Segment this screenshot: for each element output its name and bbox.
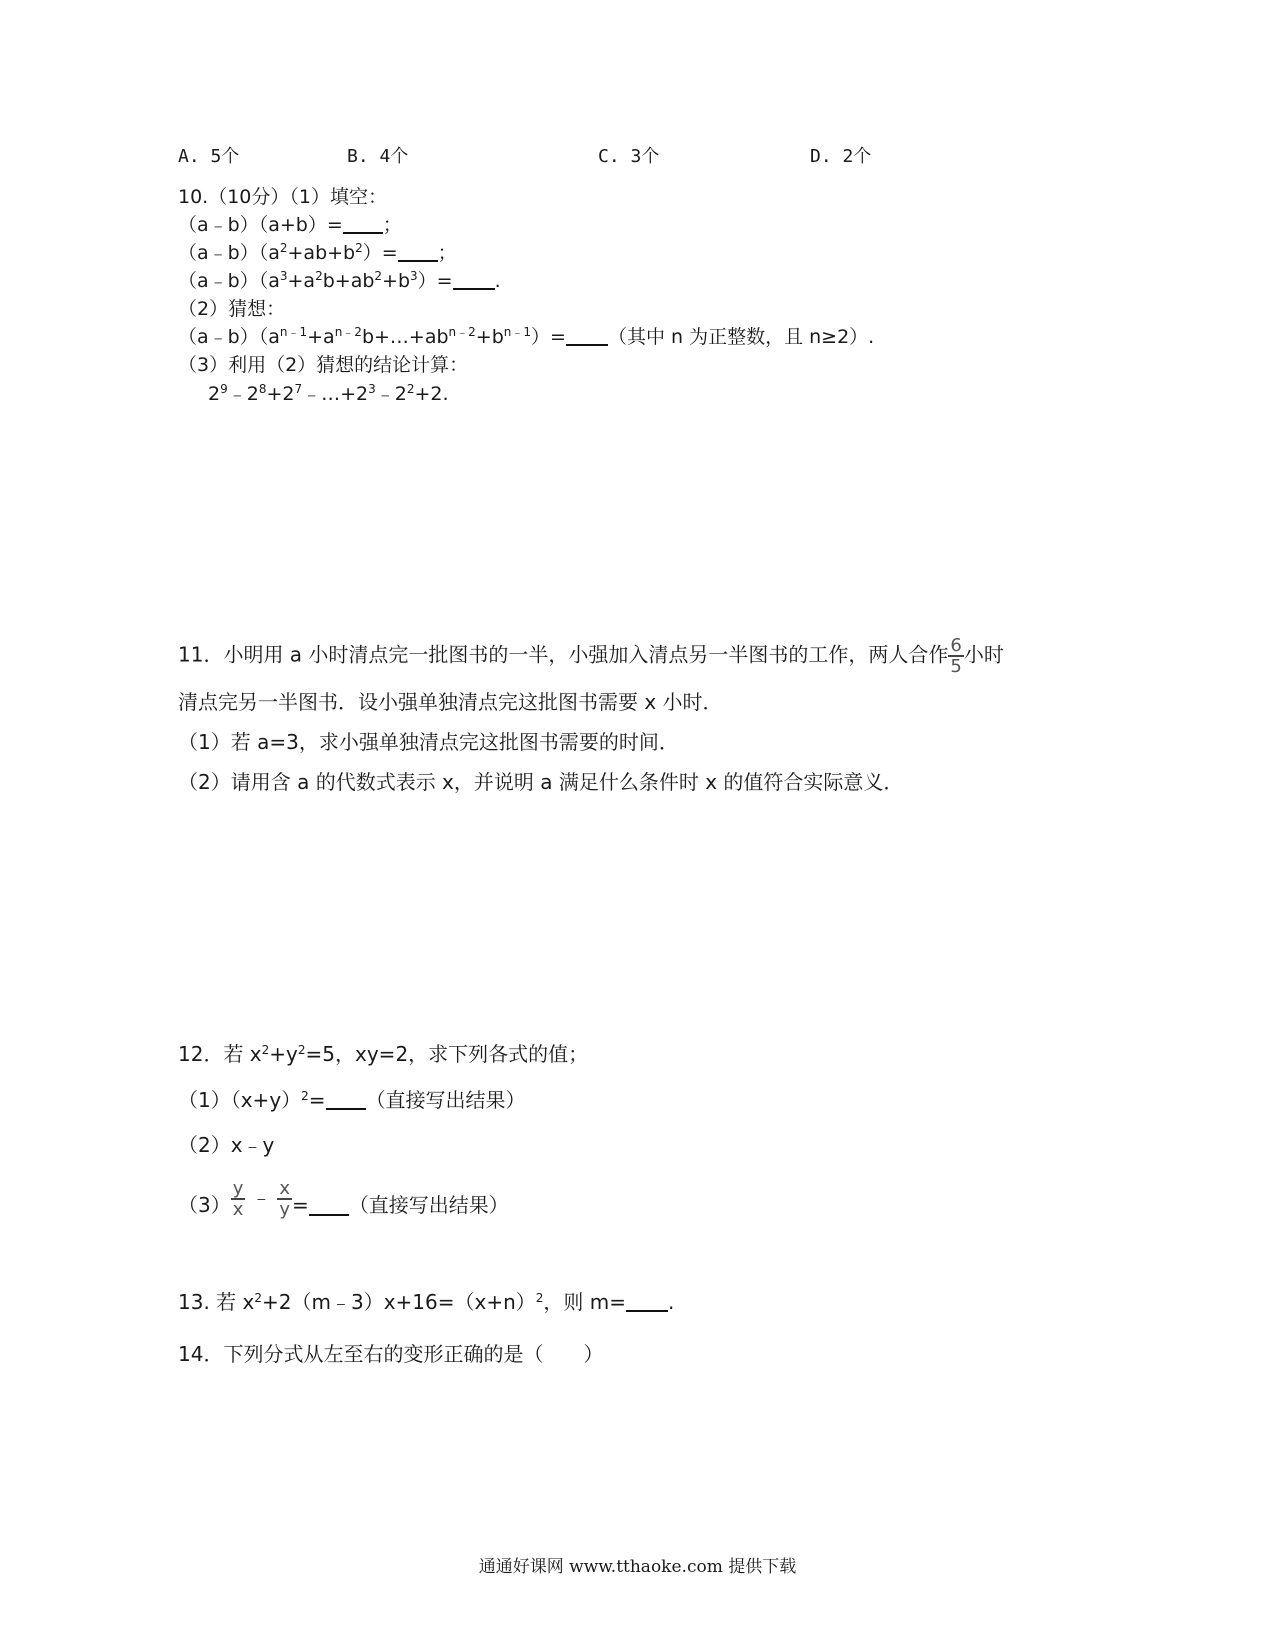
fraction-x-over-y: $\frac{x}{y}$	[279, 1177, 291, 1220]
q11-part1: （1）若 a=3，求小强单独清点完这批图书需要的时间．	[178, 730, 679, 754]
q11-line2: 清点完另一半图书．设小强单独清点完这批图书需要 x 小时．	[178, 690, 723, 714]
page-footer: 通通好课网 www.tthaoke.com 提供下载	[478, 1557, 797, 1577]
answer-blank	[326, 1090, 366, 1110]
q11-line1: 11．小明用 a 小时清点完一批图书的一半，小强加入清点另一半图书的工作，两人合作 $\frac{6}{5}$ 小时	[178, 635, 1004, 677]
q10-calc-expression: $2^9﹣2^8+2^7﹣\dots+2^3﹣2^2+2$.	[208, 382, 449, 405]
answer-blank	[626, 1292, 668, 1312]
q10-guess-line: $(a﹣b)(a^{n﹣1}+a^{n﹣2}b+\dots+ab^{n﹣2}+b^{n﹣1})=$ （其中 n 为正整数，且 n≥2）.	[178, 325, 875, 348]
q10-guess-title: （2）猜想：	[178, 298, 286, 320]
q9-option-d: D. 2个	[810, 146, 872, 167]
q12-part3: （3） $\frac{y}{x}$ ﹣ $\frac{x}{y}$ = （直接写出结果）	[178, 1177, 509, 1220]
q10-title: 10.（10分）（1）填空：	[178, 186, 387, 208]
q10-line1: （a﹣b）（a+b）= ；	[178, 214, 402, 236]
answer-blank	[566, 326, 608, 346]
fraction-six-fifths: $\frac{6}{5}$	[950, 635, 962, 677]
q10-line2: $(a﹣b)(a^2+ab+b^2)=$ ；	[178, 241, 457, 264]
q10-calc-title: （3）利用（2）猜想的结论计算：	[178, 354, 469, 376]
q10-line3: $(a﹣b)(a^3+a^2b+ab^2+b^3)=$ .	[178, 269, 501, 292]
answer-blank	[309, 1196, 349, 1216]
q12-part1: $(1)(x+y)^2=$ （直接写出结果）	[178, 1088, 526, 1112]
fraction-y-over-x: $\frac{y}{x}$	[232, 1177, 244, 1220]
answer-blank	[398, 242, 438, 262]
q9-option-c: C. 3个	[598, 146, 660, 167]
q12-title: 12．若 $x^2+y^2=5$，xy=2，求下列各式的值；	[178, 1042, 589, 1066]
q12-part2: （2）x﹣y	[178, 1133, 275, 1157]
answer-blank	[343, 214, 383, 234]
answer-blank	[453, 270, 495, 290]
q9-option-a: A. 5个	[178, 146, 240, 167]
q14-text: 14．下列分式从左至右的变形正确的是（ ）	[178, 1342, 604, 1366]
q13-text: 13. 若 $x^2+2(m﹣3)x+16=(x+n)^2$，则 m= .	[178, 1290, 675, 1314]
q11-part2: （2）请用含 a 的代数式表示 x，并说明 a 满足什么条件时 x 的值符合实际意义．	[178, 770, 904, 794]
q9-option-b: B. 4个	[347, 146, 409, 167]
